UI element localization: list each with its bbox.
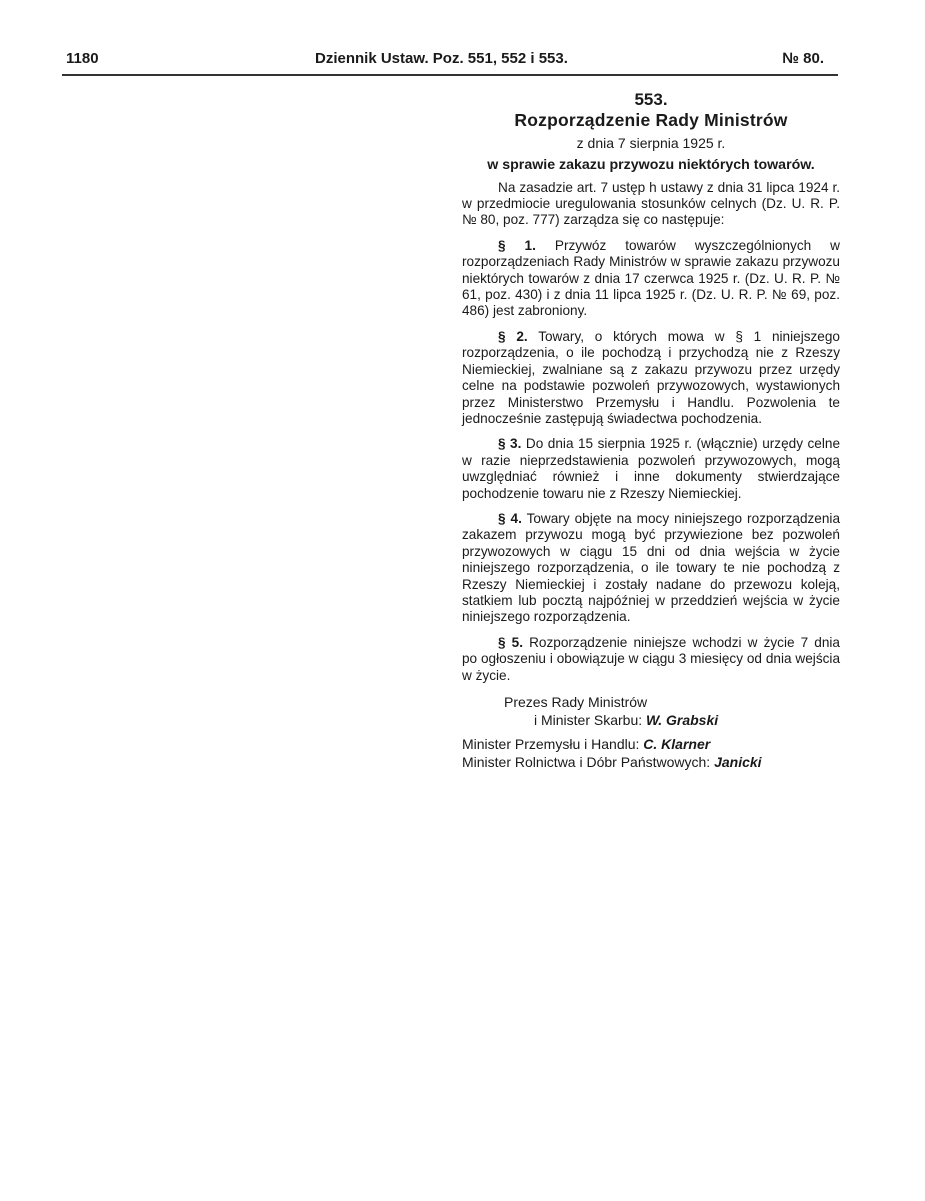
- section-4: [462, 511, 840, 626]
- page-number: 1180: [66, 50, 99, 67]
- running-title: Dziennik Ustaw. Poz. 551, 552 i 553.: [315, 50, 568, 67]
- signature-role: Minister Rolnictwa i Dóbr Państwowych:: [462, 754, 711, 770]
- signature-name: C. Klarner: [643, 736, 711, 752]
- section-mark: § 3.: [498, 436, 522, 452]
- signature-name: W. Grabski: [646, 712, 719, 728]
- section-text: Towary objęte na mocy niniejszego rozporządzenia zakazem przywozu mogą być przywiezione bez pozwoleń przywozowych w ciągu 15 dni od dnia wejścia w życie niniejszego rozporządzenia, o ile towary te nie pochodzą z Rzeszy Niemieckiej i zostały nadane do przewozu koleją, statkiem lub pocztą najpóźniej w przeddzień wejścia w życie niniejszego rozporządzenia.: [462, 510, 840, 625]
- section-text: Przywóz towarów wyszczególnionych w rozporządzeniach Rady Ministrów w sprawie zakazu przywozu niektórych towarów z dnia 17 czerwca 1925 r. (Dz. U. R. P. № 61, poz. 430) i z dnia 11 lipca 1925 r. (Dz. U. R. P. № 69, poz. 486) jest zabroniony.: [462, 237, 841, 319]
- section-text: Towary, o których mowa w § 1 niniejszego rozporządzenia, o ile pochodzą i przychodzą nie z Rzeszy Niemieckiej, zwalniane są z zakazu przywozu przez urzędy celne na podstawie pozwoleń przywozowych, wystawionych przez Ministerstwo Przemysłu i Handlu. Pozwolenia te jednocześnie zastępują świadectwa pochodzenia.: [462, 328, 840, 426]
- signature-line-1: Prezes Rady Ministrów: [504, 694, 648, 710]
- act-column: [462, 92, 840, 771]
- signature-line-2: [534, 711, 840, 729]
- signature-line-4: [462, 753, 840, 771]
- preamble: Na zasadzie art. 7 ustęp h ustawy z dnia 31 lipca 1924 r. w przedmiocie uregulowania stosunków celnych (Dz. U. R. P. № 80, poz. 777) zarządza się co następuje:: [462, 179, 840, 228]
- page-header: [62, 50, 838, 74]
- section-mark: § 2.: [498, 328, 528, 344]
- act-number: 553.: [634, 90, 668, 109]
- header-rule: [62, 74, 838, 76]
- section-mark: § 4.: [498, 510, 522, 526]
- section-3: [462, 436, 840, 502]
- act-title: Rozporządzenie Rady Ministrów: [514, 110, 788, 131]
- section-2: [462, 329, 840, 427]
- act-date: z dnia 7 sierpnia 1925 r.: [576, 134, 726, 151]
- signature-role: Minister Przemysłu i Handlu:: [462, 736, 640, 752]
- signature-name: Janicki: [714, 754, 762, 770]
- act-subject: w sprawie zakazu przywozu niektórych towarów.: [487, 157, 815, 174]
- section-text: Rozporządzenie niniejsze wchodzi w życie 7 dnia po ogłoszeniu i obowiązuje w ciągu 3 miesięcy od dnia wejścia w życie.: [462, 634, 840, 683]
- section-1: [462, 238, 840, 320]
- issue-number: № 80.: [782, 50, 824, 67]
- section-5: [462, 635, 840, 684]
- section-mark: § 1.: [498, 237, 536, 253]
- section-text: Do dnia 15 sierpnia 1925 r. (włącznie) urzędy celne w razie nieprzedstawienia pozwoleń przywozowych, mogą uwzględniać również i inne dokumenty stwierdzające pochodzenie towaru nie z Rzeszy Niemieckiej.: [462, 436, 841, 501]
- section-mark: § 5.: [498, 634, 523, 650]
- signature-line-3: [462, 735, 840, 753]
- signature-role: i Minister Skarbu:: [534, 712, 643, 728]
